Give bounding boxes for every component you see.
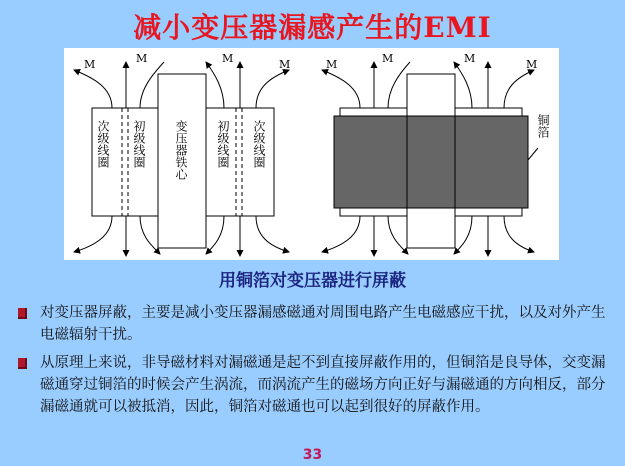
bullet-marker-icon <box>18 308 27 319</box>
page-number: 33 <box>302 447 323 463</box>
flux-label: M <box>136 52 148 65</box>
bullet-item <box>14 302 614 346</box>
label-core: 变压器铁心 <box>174 120 188 180</box>
right-flux-labels <box>326 52 537 71</box>
bullet-text: 从原理上来说，非导磁材料对漏磁通是起不到直接屏蔽作用的，但铜箔是良导体，交变漏磁通穿过铜箔的时候会产生涡流，而涡流产生的磁场方向正好与漏磁通的方向相反，部分漏磁通就可以被抵消，因此，铜箔对磁通也可以起到很好的屏蔽作用。 <box>40 355 606 415</box>
slide-title: 减小变压器漏感产生的EMI <box>133 11 492 44</box>
left-flux-labels <box>84 52 290 71</box>
bullet-marker-icon <box>18 358 27 369</box>
label-secondary-right: 次级线圈 <box>252 120 266 168</box>
label-secondary-left: 次级线圈 <box>96 120 110 168</box>
right-shielded-diagram <box>322 62 538 256</box>
figure-caption: 用铜箔对变压器进行屏蔽 <box>219 271 406 291</box>
flux-label: M <box>464 52 476 65</box>
bullet-text: 对变压器屏蔽，主要是减小变压器漏感磁通对周围电路产生电磁感应干扰，以及对外产生电磁辐射干扰。 <box>40 305 606 343</box>
bullet-item <box>14 352 614 418</box>
figure-svg <box>64 48 559 260</box>
flux-label: M <box>526 58 538 71</box>
flux-label: M <box>382 52 394 65</box>
label-copper-foil: 铜箔 <box>536 114 550 138</box>
transformer-shield-figure <box>64 48 559 260</box>
label-primary-left: 初级线圈 <box>132 120 146 168</box>
flux-label: M <box>279 58 291 71</box>
label-primary-right: 初级线圈 <box>216 120 230 168</box>
copper-foil-shield <box>334 116 528 208</box>
flux-label: M <box>326 58 338 71</box>
flux-label: M <box>222 52 234 65</box>
flux-label: M <box>84 58 96 71</box>
